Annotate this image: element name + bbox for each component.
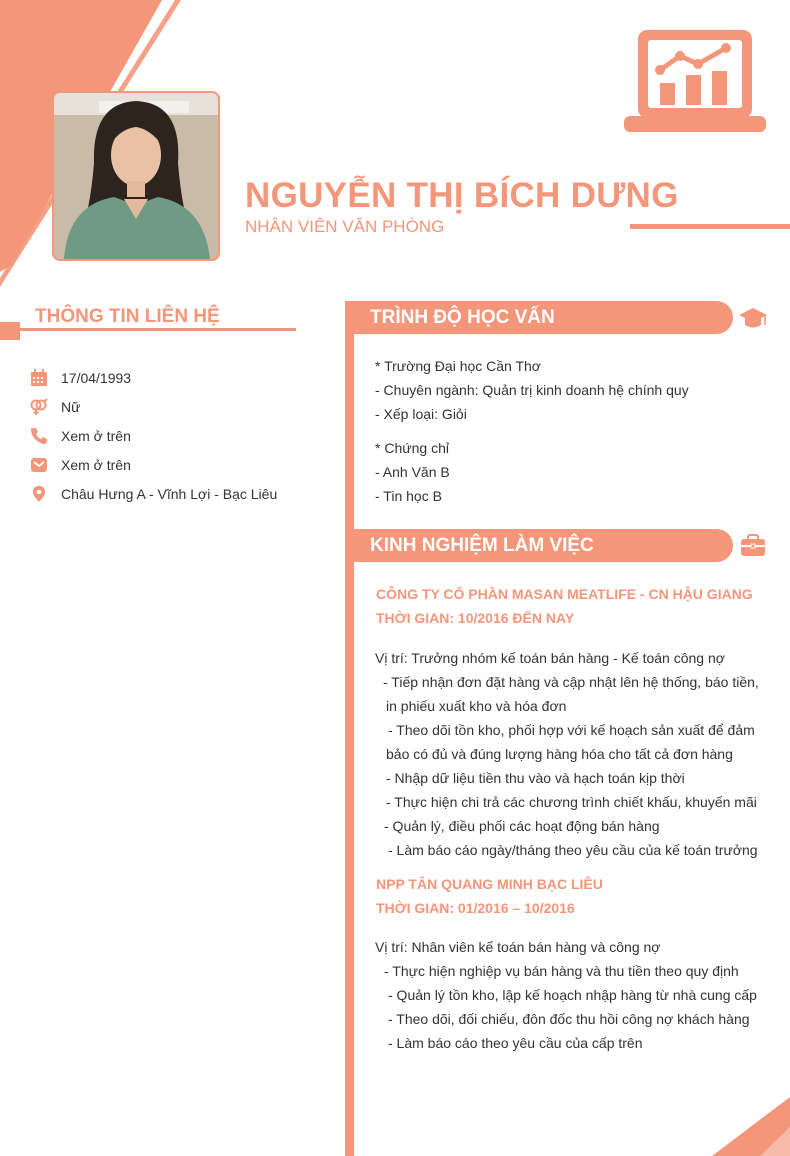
contact-title-tab (0, 322, 20, 340)
email-text: Xem ở trên (61, 457, 131, 473)
job-duty: - Thực hiện chi trả các chương trình chiết khấu, khuyến mãi (386, 794, 757, 810)
contact-gender (30, 396, 80, 418)
edu-line: * Trường Đại học Cần Thơ (375, 358, 541, 374)
candidate-name: NGUYỄN THỊ BÍCH DƯNG (245, 176, 679, 215)
job-duty: - Quản lý, điều phối các hoạt động bán hàng (384, 818, 660, 834)
edu-line: * Chứng chỉ (375, 440, 449, 456)
gender-icon (30, 398, 48, 416)
job-duty: - Tiếp nhận đơn đặt hàng và cập nhật lên hệ thống, báo tiền, (383, 674, 759, 690)
job-company: CÔNG TY CỔ PHẦN MASAN MEATLIFE - CN HẬU GIANG (376, 586, 753, 602)
chart-presentation-icon (624, 30, 766, 132)
location-icon (30, 485, 48, 503)
experience-section-title: KINH NGHIỆM LÀM VIỆC (345, 529, 733, 562)
graduation-cap-icon (738, 305, 768, 331)
phone-text: Xem ở trên (61, 428, 131, 444)
edu-line: - Tin học B (375, 488, 442, 504)
contact-email (30, 454, 131, 476)
job-duty: - Quản lý tồn kho, lập kế hoạch nhập hàng từ nhà cung cấp (388, 987, 757, 1003)
job-duty: bảo có đủ và đúng lượng hàng hóa cho tất cả đơn hàng (386, 746, 733, 762)
job-position: Vị trí: Trưởng nhóm kế toán bán hàng - Kế toán công nợ (375, 650, 725, 666)
profile-photo (52, 91, 220, 261)
edu-line: - Chuyên ngành: Quản trị kinh doanh hệ chính quy (375, 382, 689, 398)
name-underline (630, 224, 790, 229)
job-duty: - Làm báo cáo ngày/tháng theo yêu cầu của kế toán trưởng (388, 842, 758, 858)
job-period: THỜI GIAN: 01/2016 – 10/2016 (376, 900, 575, 916)
edu-line: - Xếp loại: Giỏi (375, 406, 467, 422)
job-title: NHÂN VIÊN VĂN PHÒNG (245, 217, 445, 236)
job-duty: in phiếu xuất kho và hóa đơn (386, 698, 567, 714)
job-duty: - Nhập dữ liệu tiền thu vào và hạch toán kịp thời (386, 770, 685, 786)
calendar-icon (30, 369, 48, 387)
contact-section-title: THÔNG TIN LIÊN HỆ (35, 306, 220, 327)
job-position: Vị trí: Nhân viên kế toán bán hàng và công nợ (375, 939, 661, 955)
job-duty: - Thực hiện nghiệp vụ bán hàng và thu tiền theo quy định (384, 963, 739, 979)
job-company: NPP TÂN QUANG MINH BẠC LIÊU (376, 876, 603, 892)
briefcase-icon (738, 533, 768, 559)
column-divider (345, 302, 354, 1156)
address-text: Châu Hưng A - Vĩnh Lợi - Bạc Liêu (61, 486, 278, 502)
contact-title-rule (0, 328, 296, 331)
phone-icon (30, 427, 48, 445)
birthday-text: 17/04/1993 (61, 370, 132, 386)
job-duty: - Làm báo cáo theo yêu cầu của cấp trên (388, 1035, 643, 1051)
gender-text: Nữ (61, 399, 81, 415)
job-period: THỜI GIAN: 10/2016 ĐẾN NAY (376, 610, 575, 626)
contact-address (30, 483, 277, 505)
edu-line: - Anh Văn B (375, 464, 450, 480)
education-section-title: TRÌNH ĐỘ HỌC VẤN (345, 301, 733, 334)
contact-birthday (30, 367, 131, 389)
job-duty: - Theo dõi tồn kho, phối hợp với kế hoạch sản xuất để đảm (388, 722, 755, 738)
email-icon (30, 456, 48, 474)
contact-phone (30, 425, 131, 447)
job-duty: - Theo dõi, đối chiếu, đôn đốc thu hồi công nợ khách hàng (388, 1011, 750, 1027)
